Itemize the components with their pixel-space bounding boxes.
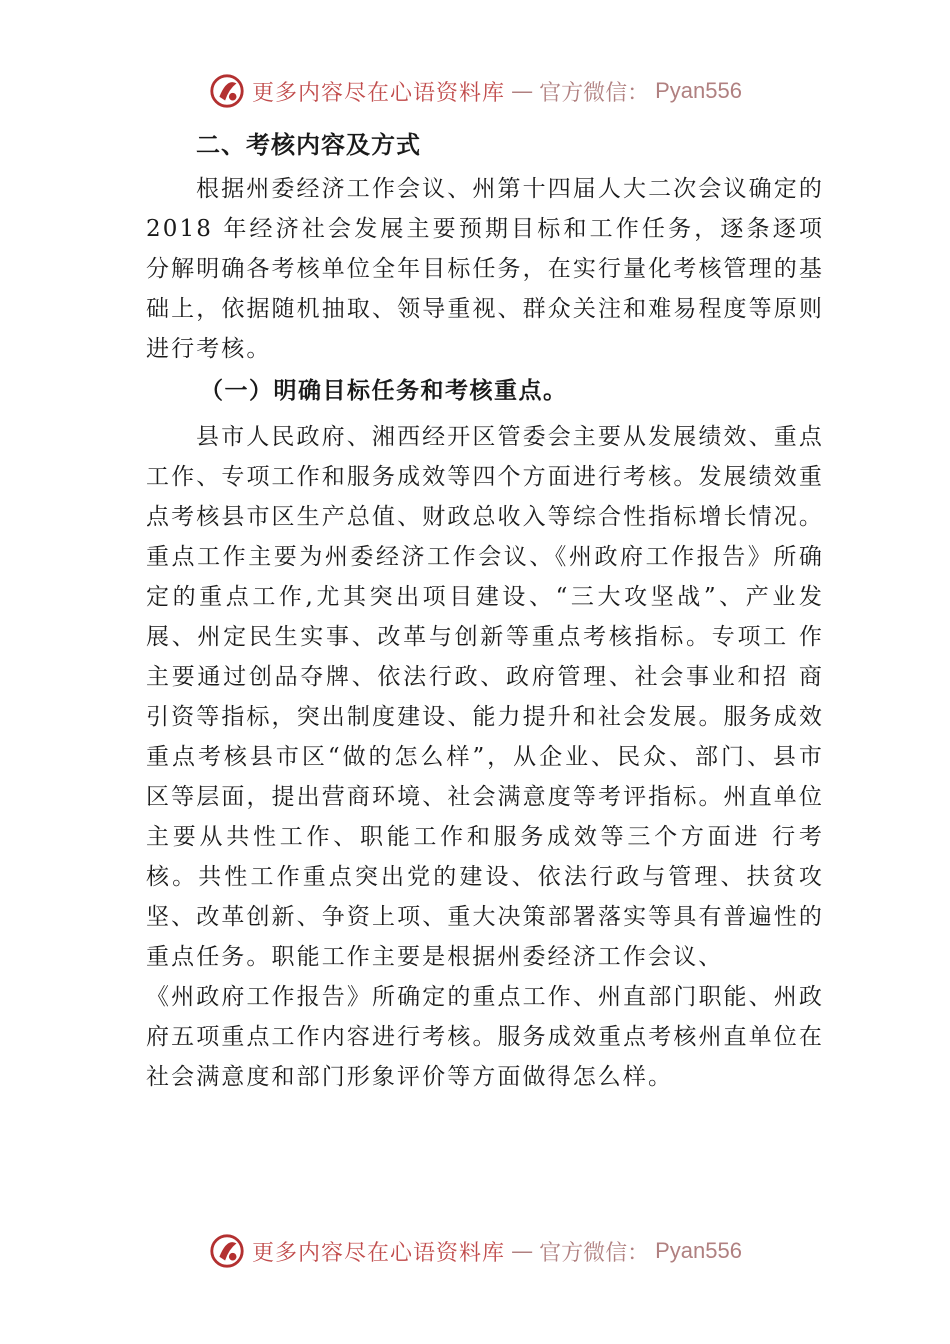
watermark-wechat-label: 官方微信： — [539, 1240, 650, 1266]
subsection-title: （一）明确目标任务和考核重点。 — [200, 377, 568, 404]
body-paragraph: 县市人民政府、湘西经开区管委会主要从发展绩效、重点工作、专项工作和服务成效等四个方面进行考核。发展绩效重点考核县市区生产总值、财政总收入等综合性指标增长情况。重点工作主要为州委经济工作会议、《州政府工作报告》所确定的重点工作,尤其突出项目建设、“三大攻坚战”、产业发展、州定民生实事、改革与创新等重点考核指标。专项工 作主要通过创品夺牌、依法行政、政府管理、社会事业和招 商引资等指标，突出制度建设、能力提升和社会发展。服务成效重点考核县市区“做的怎么样”，从企业、民众、部门、县市区等层面，提出营商环境、社会满意度等考评指标。州直单位主要从共性工作、职能工作和服务成效等三个方面进 行考核。共性工作重点突出党的建设、依法行政与管理、扶贫攻坚、改革创新、争资上项、重大决策部署落实等具有普遍性的重点任务。职能工作主要是根据州委经济工作会议、 — [146, 424, 824, 970]
body-paragraph-continued: 《州政府工作报告》所确定的重点工作、州直部门职能、州政府五项重点工作内容进行考核。服务成效重点考核州直单位在社会满意度和部门形象评价等方面做得怎么样。 — [146, 984, 824, 1090]
watermark-dash: — — [511, 1238, 534, 1264]
footer-watermark — [0, 1232, 950, 1270]
watermark-text: 更多内容尽在心语资料库 — [252, 80, 506, 106]
watermark-wechat-label: 官方微信： — [539, 80, 650, 106]
logo-icon — [208, 1232, 246, 1270]
watermark-wechat-id: Pyan556 — [655, 78, 742, 103]
intro-paragraph: 根据州委经济工作会议、州第十四届人大二次会议确定的 2018 年经济社会发展主要预期目标和工作任务，逐条逐项分解明确各考核单位全年目标任务，在实行量化考核管理的基础上，依据随机抽取、领导重视、群众关注和难易程度等原则进行考核。 — [146, 176, 824, 362]
document-body — [146, 125, 824, 1097]
logo-icon — [208, 72, 246, 110]
header-watermark — [0, 72, 950, 110]
watermark-text: 更多内容尽在心语资料库 — [252, 1240, 506, 1266]
section-title: 二、考核内容及方式 — [196, 131, 421, 159]
watermark-wechat-id: Pyan556 — [655, 1238, 742, 1263]
watermark-dash: — — [511, 78, 534, 104]
